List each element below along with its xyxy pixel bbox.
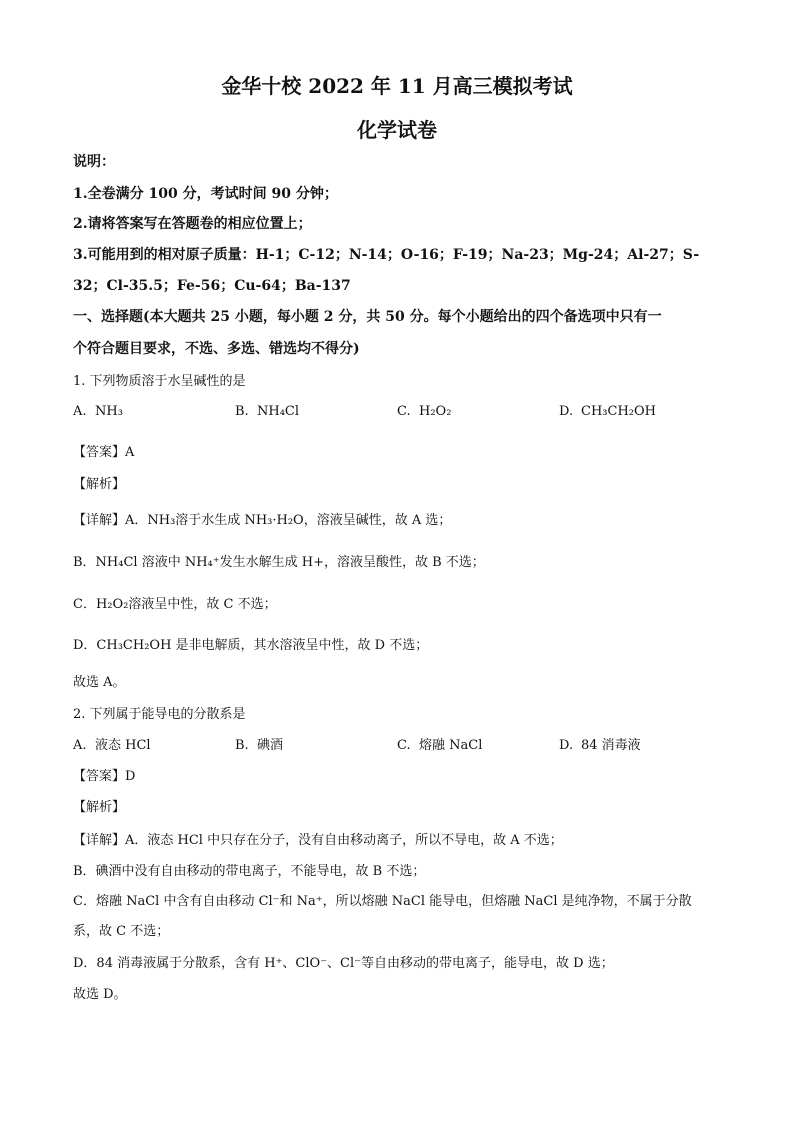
exam-subject: 化学试卷	[357, 118, 437, 142]
option-label: B.	[235, 404, 249, 419]
q1-option-d	[559, 404, 656, 419]
option-label: A.	[73, 404, 87, 419]
option-label: C.	[397, 404, 411, 419]
section-heading: 一、选择题(本大题共 25 小题，每小题 2 分，共 50 分。每个小题给出的四个备选项中只有一	[73, 309, 662, 325]
option-text: NH₃	[95, 404, 123, 419]
option-label: D.	[559, 738, 574, 753]
q2-detail: B．碘酒中没有自由移动的带电离子，不能导电，故 B 不选；	[73, 864, 426, 879]
option-text: 84 消毒液	[581, 738, 641, 753]
q1-detail: B．NH₄Cl 溶液中 NH₄⁺发生水解生成 H+，溶液呈酸性，故 B 不选；	[73, 555, 485, 570]
instruction-item: 32；Cl-35.5；Fe-56；Cu-64；Ba-137	[73, 278, 351, 294]
q1-option-c	[397, 404, 451, 419]
option-label: C.	[397, 738, 411, 753]
q2-conclusion: 故选 D。	[73, 987, 127, 1002]
q2-detail: D．84 消毒液属于分散系，含有 H⁺、ClO⁻、Cl⁻等自由移动的带电离子，能导电，故 D 选；	[73, 956, 614, 971]
option-text: 液态 HCl	[95, 738, 151, 753]
q2-detail: 【详解】A．液态 HCl 中只存在分子，没有自由移动离子，所以不导电，故 A 不选；	[73, 833, 563, 848]
q1-detail: 【详解】A．NH₃溶于水生成 NH₃·H₂O，溶液呈碱性，故 A 选；	[73, 513, 452, 528]
q2-detail: 系，故 C 不选；	[73, 924, 170, 939]
instruction-item: 1.全卷满分 100 分，考试时间 90 分钟；	[73, 186, 338, 202]
q1-detail: C．H₂O₂溶液呈中性，故 C 不选；	[73, 597, 277, 612]
exam-title: 金华十校 2022 年 11 月高三模拟考试	[221, 74, 573, 98]
q2-analysis-tag: 【解析】	[73, 800, 126, 815]
q1-option-b	[235, 404, 299, 419]
question-1-stem: 1. 下列物质溶于水呈碱性的是	[73, 374, 246, 389]
q1-analysis-tag: 【解析】	[73, 477, 126, 492]
option-text: CH₃CH₂OH	[581, 404, 656, 419]
q2-option-c	[397, 734, 482, 753]
q2-answer: 【答案】D	[73, 769, 136, 784]
option-text: 熔融 NaCl	[419, 738, 483, 753]
q1-option-a	[73, 404, 123, 419]
instructions-heading: 说明：	[73, 154, 115, 170]
q2-detail: C．熔融 NaCl 中含有自由移动 Cl⁻和 Na⁺，所以熔融 NaCl 能导电，但熔融 NaCl 是纯净物，不属于分散	[73, 894, 692, 909]
option-text: NH₄Cl	[257, 404, 300, 419]
option-text: 碘酒	[257, 738, 284, 753]
q2-option-a	[73, 734, 151, 753]
section-heading-cont: 个符合题目要求，不选、多选、错选均不得分)	[73, 341, 360, 357]
q2-option-d	[559, 734, 641, 753]
question-2-stem: 2. 下列属于能导电的分散系是	[73, 707, 246, 722]
q1-detail: D．CH₃CH₂OH 是非电解质，其水溶液呈中性，故 D 不选；	[73, 638, 429, 653]
option-label: A.	[73, 738, 87, 753]
option-label: D.	[559, 404, 574, 419]
q2-option-b	[235, 734, 283, 753]
q1-answer: 【答案】A	[73, 445, 135, 460]
q1-conclusion: 故选 A。	[73, 675, 126, 690]
instruction-item: 2.请将答案写在答题卷的相应位置上；	[73, 216, 312, 232]
option-label: B.	[235, 738, 249, 753]
option-text: H₂O₂	[419, 404, 452, 419]
instruction-item: 3.可能用到的相对原子质量：H-1；C-12；N-14；O-16；F-19；Na-23；Mg-24；Al-27；S-	[73, 247, 700, 263]
